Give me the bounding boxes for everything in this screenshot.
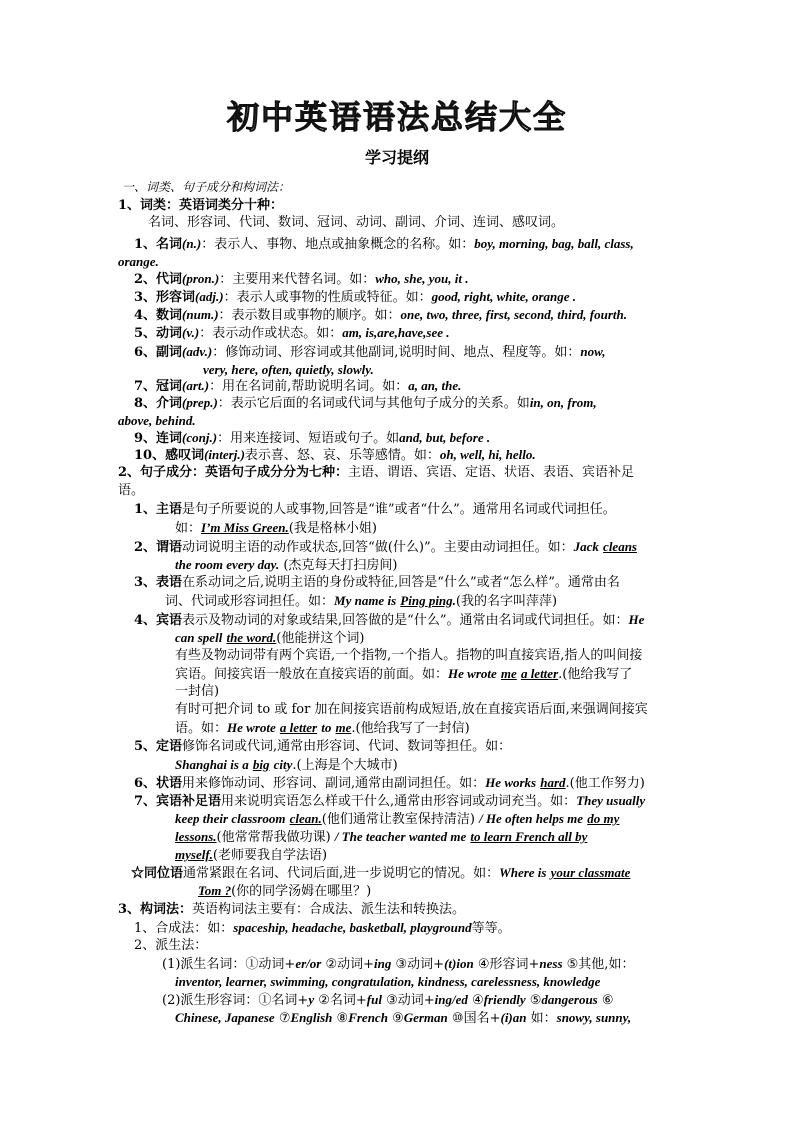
sentence-part-example: Shanghai is a big city.(上海是个大城市) bbox=[175, 757, 398, 773]
section-1-heading: 1、词类：英语词类分十种： bbox=[118, 198, 284, 213]
sentence-part-example: 词、代词或形容词担任。如：My name is Ping ping.(我的名字叫萍萍) bbox=[165, 593, 558, 609]
word-class-item: 2、代词(pron.)：主要用来代替名词。如：who, she, you, it . bbox=[134, 271, 469, 287]
object-note: 有些及物动词带有两个宾语,一个指物,一个指人。指物的叫直接宾语,指人的叫间接 bbox=[175, 648, 643, 663]
word-class-item: 7、冠词(art.)：用在名词前,帮助说明名词。如：a, an, the. bbox=[134, 378, 462, 394]
section-2-heading: 2、句子成分：英语句子成分分为七种：主语、谓语、宾语、定语、状语、表语、宾语补足 bbox=[118, 465, 635, 480]
sentence-part-example: can spell the word.(他能拼这个词) bbox=[175, 630, 365, 646]
object-note: 语。如：He wrote a letter to me.(他给我写了一封信) bbox=[175, 720, 470, 736]
sentence-part-predicate: 2、谓语动词说明主语的动作或状态,回答“做(什么)”。主要由动词担任。如：Jack cleans bbox=[134, 539, 637, 555]
object-note: 有时可把介词 to 或 for 加在间接宾语前构成短语,放在直接宾语后面,来强调间接宾 bbox=[175, 702, 648, 717]
word-class-item: 1、名词(n.)：表示人、事物、地点或抽象概念的名称。如：boy, morning, bag, ball, class, bbox=[134, 236, 634, 252]
sentence-part-object: 4、宾语表示及物动词的对象或结果,回答做的是“什么”。通常由名词或代词担任。如：He bbox=[134, 612, 645, 628]
word-class-item: 4、数词(num.)：表示数目或事物的顺序。如：one, two, three, first, second, third, fourth. bbox=[134, 307, 627, 323]
sentence-part-adverbial: 6、状语用来修饰动词、形容词、副词,通常由副词担任。如：He works hard.(他工作努力) bbox=[134, 775, 645, 791]
word-formation-compound: 1、合成法：如：spaceship, headache, basketball, playground等等。 bbox=[134, 920, 511, 936]
derived-adjectives-examples: Chinese, Japanese ⑦English ⑧French ⑨German ⑩国名+(i)an 如：snowy, sunny, bbox=[175, 1010, 632, 1026]
sentence-part-appositive: ☆同位语通常紧跟在名词、代词后面,进一步说明它的情况。如：Where is your classmate bbox=[131, 865, 631, 881]
sentence-part-example: myself.(老师要我自学法语) bbox=[175, 847, 328, 863]
word-class-item-cont: very, here, often, quietly, slowly. bbox=[203, 362, 374, 377]
derived-adjectives: (2)派生形容词：①名词+y ②名词+ful ③动词+ing/ed ④friendly ⑤dangerous ⑥ bbox=[162, 992, 614, 1008]
word-class-item-cont: orange. bbox=[118, 254, 159, 269]
sentence-part-example: Tom ?(你的同学汤姆在哪里？) bbox=[198, 883, 372, 899]
word-class-item: 6、副词(adv.)：修饰动词、形容词或其他副词,说明时间、地点、程度等。如：now, bbox=[134, 344, 606, 360]
sentence-part-example: keep their classroom clean.(他们通常让教室保持清洁) / He often helps me do my bbox=[175, 811, 620, 827]
page-subtitle: 学习提纲 bbox=[364, 148, 429, 167]
sentence-part-subject: 1、主语是句子所要说的人或事物,回答是“谁”或者“什么”。通常用名词或代词担任。 bbox=[134, 502, 616, 517]
word-class-item: 9、连词(conj.)：用来连接词、短语或句子。如and, but, before . bbox=[134, 430, 491, 446]
word-class-list: 名词、形容词、代词、数词、冠词、动词、副词、介词、连词、感叹词。 bbox=[148, 215, 565, 230]
word-class-item: 3、形容词(adj.)：表示人或事物的性质或特征。如：good, right, white, orange . bbox=[134, 289, 577, 305]
sentence-part-example: 如：I’m Miss Green.(我是格林小姐) bbox=[175, 520, 377, 536]
word-class-item-cont: above, behind. bbox=[118, 413, 196, 428]
object-note: 一封信) bbox=[175, 684, 220, 699]
page-title: 初中英语语法总结大全 bbox=[226, 98, 567, 136]
sentence-part-object-complement: 7、宾语补足语用来说明宾语怎么样或干什么,通常由形容词或动词充当。如：They usually bbox=[134, 793, 646, 809]
sentence-part-attribute: 5、定语修饰名词或代词,通常由形容词、代词、数词等担任。如： bbox=[134, 739, 512, 754]
object-note: 宾语。间接宾语一般放在直接宾语的前面。如：He wrote me a letter.(他给我写了 bbox=[175, 666, 633, 682]
section-2-heading-cont: 语。 bbox=[118, 483, 145, 498]
section-heading: 一、词类、句子成分和构词法： bbox=[122, 180, 291, 194]
derived-nouns: (1)派生名词：①动词+er/or ②动词+ing ③动词+(t)ion ④形容词+ness ⑤其他,如： bbox=[162, 956, 635, 972]
derived-nouns-examples: inventor, learner, swimming, congratulation, kindness, carelessness, knowledge bbox=[175, 974, 601, 989]
sentence-part-example: lessons.(他常常帮我做功课) / The teacher wanted me to learn French all by bbox=[175, 829, 588, 845]
section-3-heading: 3、构词法：英语构词法主要有：合成法、派生法和转换法。 bbox=[118, 902, 466, 917]
sentence-part-predicative: 3、表语在系动词之后,说明主语的身份或特征,回答是“什么”或者“怎么样”。通常由名 bbox=[134, 575, 620, 590]
word-formation-derivation: 2、派生法： bbox=[134, 938, 208, 953]
sentence-part-example: the room every day. (杰克每天打扫房间) bbox=[175, 557, 398, 573]
word-class-item: 10、感叹词(interj.)表示喜、怒、哀、乐等感情。如：oh, well, hi, hello. bbox=[134, 447, 536, 463]
word-class-item: 8、介词(prep.)：表示它后面的名词或代词与其他句子成分的关系。如in, on, from, bbox=[134, 395, 597, 411]
word-class-item: 5、动词(v.)：表示动作或状态。如：am, is,are,have,see . bbox=[134, 325, 450, 341]
